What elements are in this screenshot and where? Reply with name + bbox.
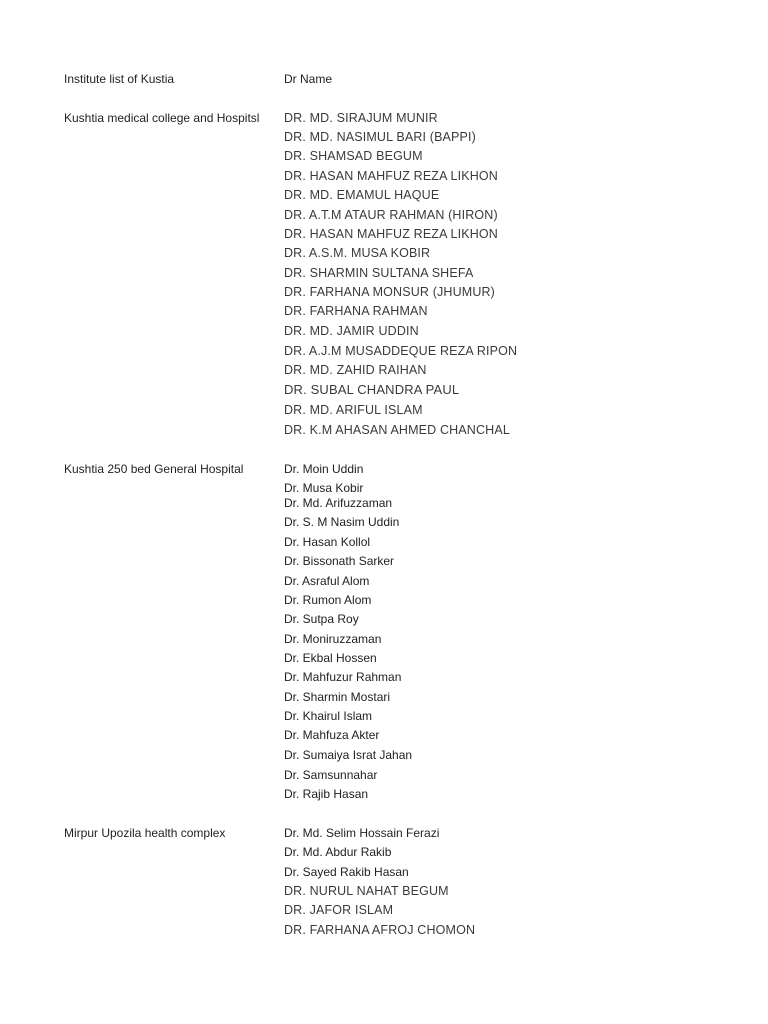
doctor-name: DR. K.M AHASAN AHMED CHANCHAL bbox=[284, 423, 510, 437]
doctor-name-column-header: Dr Name bbox=[284, 72, 333, 86]
doctor-name: Dr. Sutpa Roy bbox=[284, 612, 359, 626]
doctor-name: Dr. Asraful Alom bbox=[284, 574, 370, 588]
doctor-name: Dr. Sharmin Mostari bbox=[284, 690, 391, 704]
doctor-name: DR. HASAN MAHFUZ REZA LIKHON bbox=[284, 227, 498, 241]
doctor-name: DR. FARHANA MONSUR (JHUMUR) bbox=[284, 285, 495, 299]
doctor-name: Dr. Samsunnahar bbox=[284, 768, 378, 782]
doctor-name: DR. MD. ZAHID RAIHAN bbox=[284, 363, 427, 377]
doctor-name: DR. SUBAL CHANDRA PAUL bbox=[284, 382, 460, 397]
doctor-name: Dr. Mahfuza Akter bbox=[284, 728, 380, 742]
doctor-name: Dr. Sumaiya Israt Jahan bbox=[284, 748, 413, 762]
institute-name: Kushtia medical college and Hospitsl bbox=[64, 111, 260, 125]
doctor-name: DR. FARHANA AFROJ CHOMON bbox=[284, 923, 476, 937]
doctor-name: DR. MD. JAMIR UDDIN bbox=[284, 324, 419, 338]
doctor-name: DR. SHARMIN SULTANA SHEFA bbox=[284, 266, 474, 280]
doctor-name: DR. MD. NASIMUL BARI (BAPPI) bbox=[284, 130, 476, 144]
doctor-name: DR. A.S.M. MUSA KOBIR bbox=[284, 246, 431, 260]
doctor-name: DR. NURUL NAHAT BEGUM bbox=[284, 884, 449, 898]
doctor-name: DR. A.T.M ATAUR RAHMAN (HIRON) bbox=[284, 208, 498, 222]
doctor-name: DR. MD. ARIFUL ISLAM bbox=[284, 403, 423, 417]
institute-name: Kushtia 250 bed General Hospital bbox=[64, 462, 244, 476]
institute-name: Mirpur Upozila health complex bbox=[64, 826, 226, 840]
doctor-name: Dr. Rajib Hasan bbox=[284, 787, 369, 801]
doctor-name: DR. HASAN MAHFUZ REZA LIKHON bbox=[284, 169, 498, 183]
doctor-name: DR. A.J.M MUSADDEQUE REZA RIPON bbox=[284, 344, 518, 358]
doctor-name: DR. SHAMSAD BEGUM bbox=[284, 149, 423, 163]
doctor-name: DR. MD. SIRAJUM MUNIR bbox=[284, 111, 438, 125]
doctor-name: Dr. Bissonath Sarker bbox=[284, 554, 395, 568]
doctor-name: DR. JAFOR ISLAM bbox=[284, 903, 394, 917]
doctor-name: Dr. Mahfuzur Rahman bbox=[284, 670, 402, 684]
doctor-name: Dr. S. M Nasim Uddin bbox=[284, 515, 400, 529]
doctor-name: Dr. Khairul Islam bbox=[284, 709, 373, 723]
doctor-name: Dr. Moniruzzaman bbox=[284, 632, 382, 646]
doctor-name: DR. FARHANA RAHMAN bbox=[284, 304, 428, 318]
institute-column-header: Institute list of Kustia bbox=[64, 72, 175, 86]
doctor-name: Dr. Musa Kobir bbox=[284, 481, 364, 495]
doctor-name: DR. MD. EMAMUL HAQUE bbox=[284, 188, 440, 202]
doctor-name: Dr. Md. Abdur Rakib bbox=[284, 845, 392, 859]
doctor-name: Dr. Moin Uddin bbox=[284, 462, 364, 476]
doctor-name: Dr. Hasan Kollol bbox=[284, 535, 371, 549]
doctor-name: Dr. Rumon Alom bbox=[284, 593, 372, 607]
doctor-name: Dr. Ekbal Hossen bbox=[284, 651, 377, 665]
doctor-name: Dr. Md. Selim Hossain Ferazi bbox=[284, 826, 440, 840]
doctor-name: Dr. Sayed Rakib Hasan bbox=[284, 865, 409, 879]
doctor-name: Dr. Md. Arifuzzaman bbox=[284, 496, 393, 510]
